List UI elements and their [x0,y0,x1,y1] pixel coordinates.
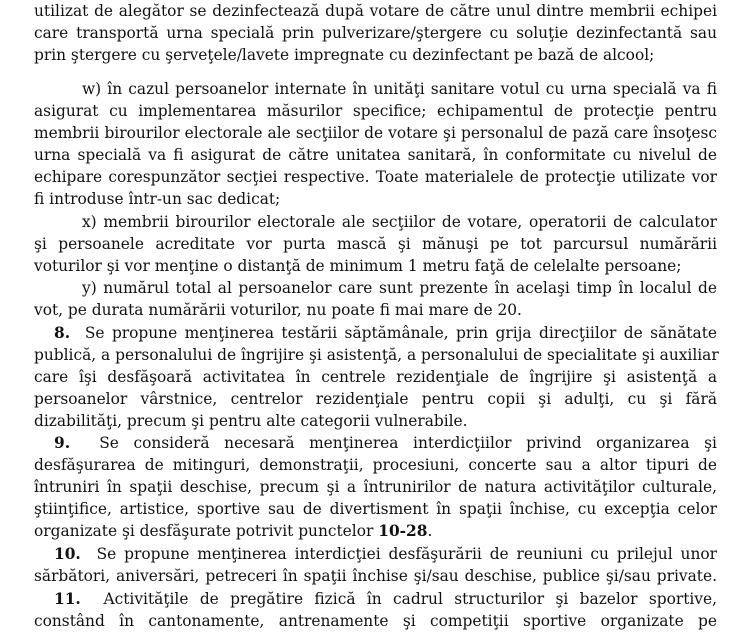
section-9: 9. Se consideră necesară menţinerea interdicţiilor privind organizarea şi [54,434,717,452]
text-line: care transportă urna specială prin pulverizare/ştergere cu soluţie dezinfectantă sau [34,24,717,42]
section-10: 10. Se propune menţinerea interdicţiei desfăşurării de reuniuni cu prilejul unor [54,545,717,563]
text-line: echipare corespunzător secţiei respective. Toate materialele de protecţie utilizate vor [34,168,717,186]
list-item-x: x) membrii birourilor electorale ale secţiilor de votare, operatorii de calculator [82,213,717,231]
text-line: care îşi desfăşoară activitatea în centrele rezidenţiale de îngrijire şi asistenţă a [34,368,717,386]
text-line: dizabilităţi, precum şi pentru alte categorii vulnerabile. [34,412,468,430]
point-range: 10-28 [378,522,428,540]
section-number: 10. [54,545,81,563]
list-item-w: w) în cazul persoanelor internate în unităţi sanitare votul cu urna specială va fi [82,80,717,98]
text-line: urna specială va fi asigurat de către unitatea sanitară, în conformitate cu nivelul de [34,146,717,164]
section-number: 9. [54,434,71,452]
text-line: voturilor şi vor menţine o distanţă de minimum 1 metru faţă de celelalte persoane; [34,257,682,275]
section-8: 8. Se propune menţinerea testării săptămânale, prin grija direcţiilor de sănătate [54,324,717,342]
text-line: întruniri în spaţii deschise, precum şi a întrunirilor de natura activităţilor culturale, [34,478,717,496]
text-line: şi persoanele acreditate vor purta mască şi mănuşi pe tot parcursul numărării [34,235,717,253]
text-line: constând în cantonamente, antrenamente şi competiţii sportive organizate pe [34,612,717,630]
text-line: vot, pe durata numărării voturilor, nu poate fi mai mare de 20. [34,301,522,319]
text-line: fi introduse într-un sac dedicat; [34,190,281,208]
section-11: 11. Activităţile de pregătire fizică în cadrul structurilor şi bazelor sportive, [54,590,717,608]
text-line: membrii birourilor electorale ale secţiilor de votare şi personalul de pază care însoţesc [34,124,717,142]
text-line: utilizat de alegător se dezinfectează după votare de către unul dintre membrii echipei [34,2,717,20]
text-line: prin ştergere cu şerveţele/lavete impregnate cu dezinfectant pe bază de alcool; [34,46,655,64]
text-line: desfăşurarea de mitinguri, demonstraţii, procesiuni, concerte sau a altor tipuri de [34,456,717,474]
section-number: 11. [54,590,81,608]
text-line: ştiinţifice, artistice, sportive sau de divertisment în spaţii închise, cu excepţia celor [34,500,717,518]
list-item-y: y) numărul total al persoanelor care sunt prezente în acelaşi timp în localul de [82,279,717,297]
section-number: 8. [54,324,71,342]
text-line: asigurat cu implementarea măsurilor specifice; echipamentul de protecţie pentru [34,102,717,120]
text-line: sărbători, aniversări, petreceri în spaţii închise şi/sau deschise, publice şi/sau private. [34,567,717,585]
text-line: persoanelor vârstnice, centrelor rezidenţiale pentru copii şi adulţi, cu şi fără [34,390,717,408]
text-line: organizate şi desfăşurate potrivit punctelor 10-28. [34,522,433,540]
text-line: publică, a personalului de îngrijire şi asistenţă, a personalului de specialitate şi auxiliar [34,346,719,364]
